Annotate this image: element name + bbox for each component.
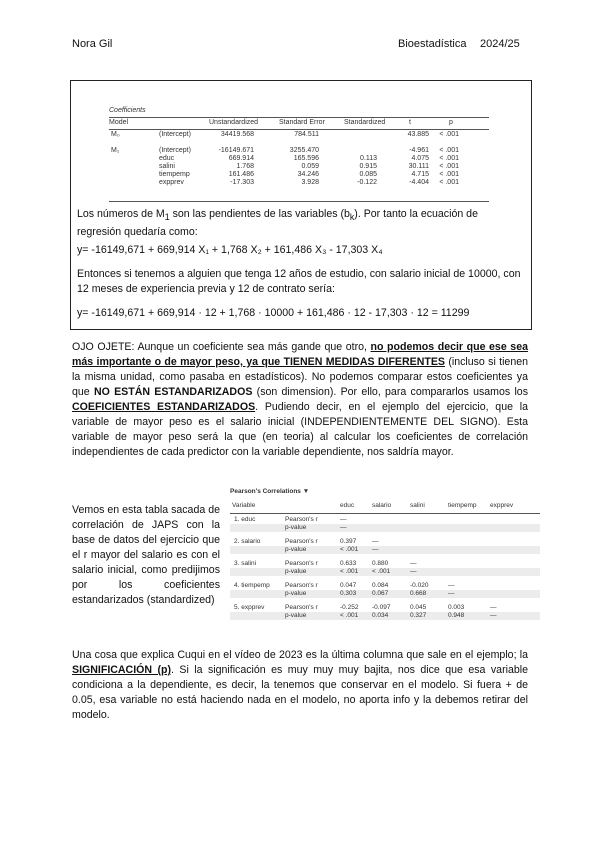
coef-value: 3.928: [301, 179, 319, 186]
coef-rule: [109, 117, 489, 118]
coef-value: 3255.470: [289, 147, 319, 154]
coef-value: 43.885: [407, 131, 429, 138]
coef-value: 1.768: [236, 163, 254, 170]
corr-col-header: salario: [372, 502, 392, 509]
corr-p-value: 0.067: [372, 590, 389, 597]
final-highlight-significacion: SIGNIFICACIÓN (p): [72, 664, 172, 676]
corr-r-value: 0.047: [340, 582, 357, 589]
corr-p-value: —: [372, 546, 379, 553]
corr-r-value: 0.397: [340, 538, 357, 545]
coef-model-label: M₁: [111, 147, 120, 154]
corr-variable: 4. tiempemp: [234, 582, 270, 589]
corr-r-label: Pearson's r: [285, 582, 318, 589]
coef-value: 0.915: [359, 163, 377, 170]
coef-value: 165.596: [293, 155, 319, 162]
corr-r-value: —: [448, 582, 455, 589]
coef-value: < .001: [439, 155, 459, 162]
coef-value: 34419.568: [220, 131, 254, 138]
corr-p-value: —: [340, 524, 347, 531]
coef-model-label: M₀: [111, 131, 120, 138]
corr-variable: 1. educ: [234, 516, 256, 523]
header-author: Nora Gil: [72, 38, 113, 50]
coef-value: < .001: [439, 163, 459, 170]
correlations-body: [230, 516, 540, 628]
corr-p-value: —: [448, 590, 455, 597]
corr-p-value: 0.303: [340, 590, 357, 597]
corr-rule: [230, 513, 540, 514]
corr-p-value: < .001: [340, 612, 359, 619]
corr-r-value: —: [490, 604, 497, 611]
slopes-text-c: ). Por tanto la ecuación de regresión quedaría como:: [77, 208, 478, 239]
coef-term: (Intercept): [159, 131, 191, 138]
coef-value: < .001: [439, 171, 459, 178]
slopes-paragraph: [77, 207, 523, 240]
coef-value: < .001: [439, 179, 459, 186]
ojo-highlight-1: no podemos decir que ese sea más importante o de mayor peso, ya que TIENEN MEDIDAS DIFERENTES: [72, 341, 528, 368]
coefficients-title: Coefficients: [109, 107, 146, 114]
final-text-3: . Si la significación es muy muy muy bajita, nos dice que esa variable condiciona a la dependiente, es decir, la tenemos que conservar en el modelo. Si fuera + de 0.05, esa variable no está haciendo nada en el modelo, no aporta info y la debemos retirar del modelo.: [72, 664, 528, 721]
corr-p-value: < .001: [372, 568, 391, 575]
corr-r-value: -0.020: [410, 582, 429, 589]
ojo-paragraph: [72, 340, 528, 460]
corr-row-shade: [230, 524, 540, 532]
correlations-title: Pearson's Correlations ▼: [230, 488, 310, 495]
corr-p-value: 0.668: [410, 590, 427, 597]
corr-r-value: 0.084: [372, 582, 389, 589]
coef-value: -17.303: [230, 179, 254, 186]
corr-r-label: Pearson's r: [285, 560, 318, 567]
corr-r-value: —: [340, 516, 347, 523]
coef-value: -0.122: [357, 179, 377, 186]
coef-term: expprev: [159, 179, 184, 186]
coef-rule: [109, 201, 489, 202]
corr-p-label: p-value: [285, 590, 307, 597]
coef-value: < .001: [439, 147, 459, 154]
coefficients-body: [109, 131, 489, 201]
corr-variable: 5. expprev: [234, 604, 265, 611]
corr-r-value: 0.003: [448, 604, 465, 611]
corr-col-header: tiempemp: [448, 502, 477, 509]
coef-col-header: p: [449, 119, 453, 126]
coef-value: 784.511: [294, 131, 319, 138]
coef-term: educ: [159, 155, 175, 162]
coef-col-header: Standardized: [344, 119, 386, 126]
coef-col-header: Model: [109, 119, 129, 126]
slopes-text-a: Los números de M: [77, 208, 165, 220]
corr-p-value: 0.948: [448, 612, 465, 619]
corr-p-value: —: [490, 612, 497, 619]
corr-p-label: p-value: [285, 612, 307, 619]
ojo-text-1: OJO OJETE: Aunque un coeficiente sea más gande que otro,: [72, 341, 371, 353]
corr-r-value: 0.633: [340, 560, 357, 567]
coef-value: < .001: [439, 131, 459, 138]
corr-r-label: Pearson's r: [285, 538, 318, 545]
coef-value: 30.111: [408, 163, 429, 170]
corr-p-value: < .001: [340, 546, 359, 553]
corr-variable: 2. salario: [234, 538, 261, 545]
corr-p-value: < .001: [340, 568, 359, 575]
coef-term: salini: [159, 163, 175, 170]
slopes-sub-1: 1: [164, 212, 170, 223]
corr-r-value: -0.252: [340, 604, 359, 611]
equation-2: y= -16149,671 + 669,914 · 12 + 1,768 · 10000 + 161,486 · 12 - 17,303 · 12 = 11299: [77, 307, 470, 319]
corr-p-value: —: [410, 568, 417, 575]
coef-value: 669.914: [228, 155, 254, 162]
header-year: 2024/25: [480, 38, 520, 50]
side-paragraph: Vemos en esta tabla sacada de correlación de JAPS con la base de datos del ejercicio que el r mayor del salario es con el salario inicial, como predijimos por los coeficientes estandarizados (standardized): [72, 504, 220, 606]
corr-p-value: 0.327: [410, 612, 427, 619]
coef-term: tiempemp: [159, 171, 190, 178]
equation-1: y= -16149,671 + 669,914 X₁ + 1,768 X₂ + 161,486 X₃ - 17,303 X₄: [77, 244, 383, 256]
corr-row-shade: [230, 546, 540, 554]
example-paragraph: Entonces si tenemos a alguien que tenga 12 años de estudio, con salario inicial de 10000, con 12 meses de experiencia previa y 12 de contrato sería:: [77, 268, 521, 295]
coef-term: (Intercept): [159, 147, 191, 154]
coef-rule: [109, 129, 489, 130]
corr-p-label: p-value: [285, 568, 307, 575]
corr-col-header: Variable: [232, 502, 256, 509]
regression-box: [70, 80, 532, 330]
coef-value: 161.486: [228, 171, 254, 178]
ojo-text-5: (son dimension). Por ello, para compararlos usamos los: [252, 386, 528, 398]
correlations-table: [230, 488, 540, 632]
corr-col-header: salini: [410, 502, 425, 509]
corr-col-header: expprev: [490, 502, 514, 509]
corr-r-value: -0.097: [372, 604, 391, 611]
coef-value: 34.246: [297, 171, 319, 178]
coef-col-header: Standard Error: [279, 119, 325, 126]
ojo-text-3: (incluso si tienen la misma unidad, como pasaba en estadísticos). No podemos comparar estos coeficientes ya que: [72, 356, 528, 398]
coef-value: -4.961: [409, 147, 429, 154]
corr-p-value: 0.034: [372, 612, 389, 619]
ojo-highlight-coeficientes: COEFICIENTES ESTANDARIZADOS: [72, 401, 256, 413]
corr-p-label: p-value: [285, 546, 307, 553]
coef-col-header: Unstandardized: [209, 119, 259, 126]
coef-value: 0.085: [359, 171, 377, 178]
coefficients-header: [109, 119, 489, 129]
header-course: Bioestadística: [398, 38, 467, 50]
slopes-sub-k: k: [349, 212, 355, 223]
coef-value: -4.404: [409, 179, 429, 186]
final-paragraph: [72, 648, 528, 723]
corr-col-header: educ: [340, 502, 355, 509]
coef-value: 4.075: [411, 155, 429, 162]
final-text-1: Una cosa que explica Cuqui en el vídeo de 2023 es la última columna que sale en el ejemplo; la: [72, 649, 528, 661]
corr-r-value: —: [410, 560, 417, 567]
coef-value: -16149.671: [218, 147, 254, 154]
slopes-text-b: son las pendientes de las variables (b: [169, 208, 350, 220]
corr-r-label: Pearson's r: [285, 516, 318, 523]
coef-value: 4.715: [411, 171, 429, 178]
corr-p-label: p-value: [285, 524, 307, 531]
corr-r-value: 0.045: [410, 604, 427, 611]
correlations-header: [230, 502, 540, 512]
coef-value: 0.113: [360, 155, 377, 162]
ojo-text-7: . Pudiendo decir, en el ejemplo del ejercicio, que la variable de mayor peso es el salario inicial (INDEPENDIENTEMENTE DEL SIGNO). Esta variable de mayor peso será la que (en teoria) al calcular los coeficientes de correlación independientes de cada predictor con la variable dependiente, nos saldría mayor.: [72, 401, 528, 458]
coef-value: 0.059: [301, 163, 319, 170]
corr-r-value: 0.880: [372, 560, 389, 567]
corr-r-label: Pearson's r: [285, 604, 318, 611]
corr-variable: 3. salini: [234, 560, 257, 567]
corr-r-value: —: [372, 538, 379, 545]
ojo-bold-no-estandarizados: NO ESTÁN ESTANDARIZADOS: [93, 386, 253, 398]
coef-col-header: t: [409, 119, 411, 126]
